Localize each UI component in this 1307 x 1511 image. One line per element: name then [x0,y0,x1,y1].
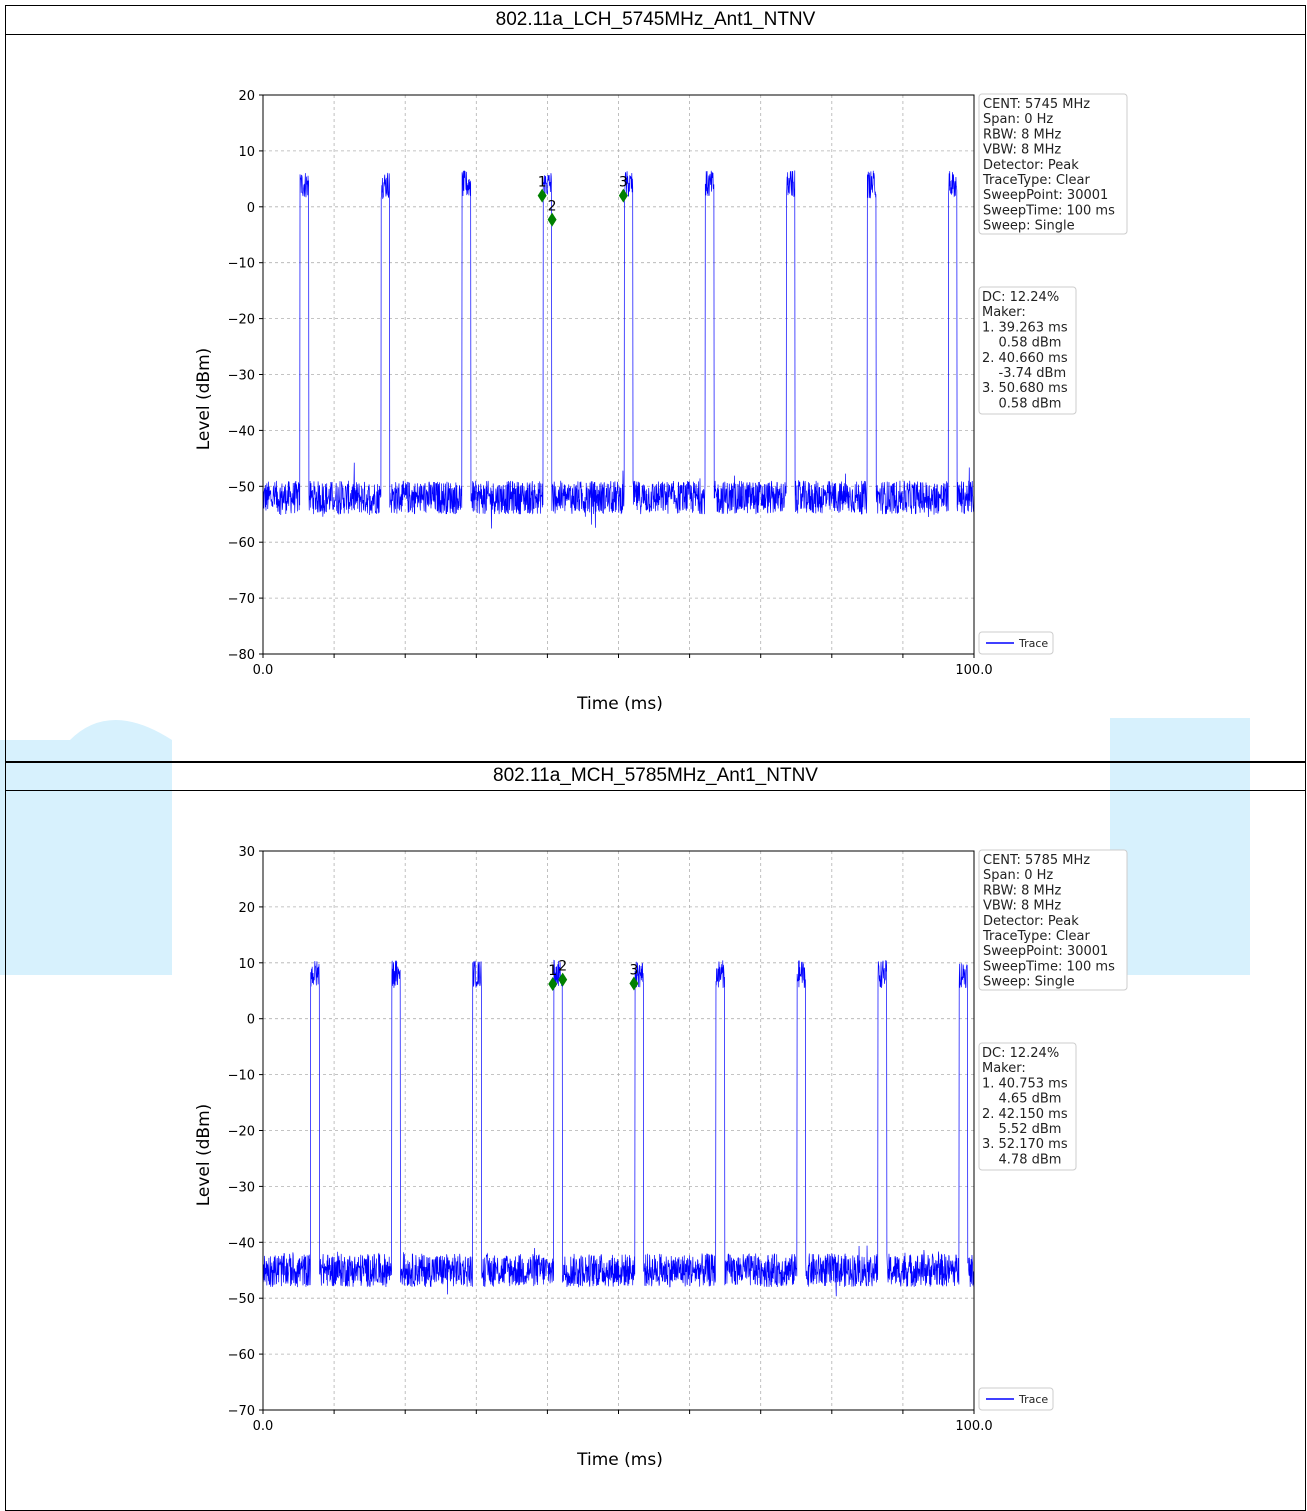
results-line: 2. 40.660 ms [982,350,1068,366]
chart-title-2: 802.11a_MCH_5785MHz_Ant1_NTNV [6,762,1305,791]
settings-line: Span: 0 Hz [983,112,1054,128]
results-line: 1. 39.263 ms [982,320,1068,336]
x-tick-label: 0.0 [252,663,274,678]
y-tick-label: −30 [227,1180,255,1196]
results-line: 1. 40.753 ms [982,1076,1068,1092]
y-tick-label: −40 [227,424,255,440]
y-tick-label: 10 [238,144,255,160]
y-tick-label: 0 [246,1012,255,1028]
results-box-1 [979,287,1076,414]
settings-line: Detector: Peak [983,157,1079,173]
y-tick-label: −20 [227,1124,255,1140]
y-tick-label: −70 [227,1404,255,1419]
settings-line: TraceType: Clear [983,929,1090,944]
grid-2 [263,851,974,1410]
marker-label-2: 2 [547,198,557,215]
settings-line: RBW: 8 MHz [983,127,1062,143]
chart-panel-2 [5,761,1306,1511]
marker-label-3: 3 [629,962,639,979]
settings-box-1 [979,94,1127,234]
y-tick-label: −50 [227,1292,255,1308]
results-line: 4.65 dBm [982,1091,1062,1107]
legend-label-2: Trace [1019,1393,1049,1406]
y-tick-label: −10 [227,1068,255,1084]
results-line: 4.78 dBm [982,1152,1062,1168]
settings-line: TraceType: Clear [983,173,1090,188]
y-ticks-2 [228,845,263,1419]
settings-line: SweepTime: 100 ms [983,959,1115,975]
marker-label-1: 1 [548,963,558,980]
results-line: 0.58 dBm [982,335,1062,351]
y-tick-label: −30 [227,368,255,384]
results-line: Maker: [982,1061,1026,1077]
y-ticks-1 [228,89,263,663]
y-tick-label: −80 [227,648,255,663]
y-tick-label: 30 [238,845,255,860]
legend-1 [979,632,1053,654]
settings-line: CENT: 5745 MHz [983,97,1091,112]
results-box-2 [979,1043,1076,1170]
chart-title-1: 802.11a_LCH_5745MHz_Ant1_NTNV [6,6,1305,35]
results-line: DC: 12.24% [982,1046,1060,1061]
results-line: 0.58 dBm [982,396,1062,412]
marker-label-3: 3 [618,174,628,191]
settings-line: Span: 0 Hz [983,868,1054,884]
x-axis-label-2: Time (ms) [577,1450,663,1470]
settings-line: Detector: Peak [983,913,1079,929]
y-tick-label: −40 [227,1236,255,1252]
y-tick-label: 10 [238,956,255,972]
legend-label-1: Trace [1019,637,1049,650]
results-line: 3. 52.170 ms [982,1137,1068,1153]
settings-line: Sweep: Single [983,218,1075,234]
y-axis-label-2: Level (dBm) [194,1103,214,1207]
y-tick-label: −70 [227,592,255,608]
x-ticks-2 [253,1410,993,1434]
results-line: 5.52 dBm [982,1122,1062,1137]
settings-line: VBW: 8 MHz [983,142,1062,158]
settings-line: CENT: 5785 MHz [983,853,1091,868]
chart-2 [6,792,1305,1510]
marker-label-1: 1 [537,174,547,191]
results-line: 3. 50.680 ms [982,381,1068,397]
y-tick-label: −50 [227,480,255,496]
x-tick-label: 100.0 [955,663,993,678]
x-ticks-1 [253,654,993,678]
results-line: -3.74 dBm [982,366,1067,381]
results-line: DC: 12.24% [982,290,1060,305]
y-tick-label: −10 [227,256,255,272]
x-tick-label: 100.0 [955,1419,993,1434]
y-tick-label: −60 [227,536,255,552]
y-tick-label: −20 [227,312,255,328]
y-tick-label: 20 [238,89,255,104]
y-tick-label: 20 [238,900,255,916]
settings-line: SweepPoint: 30001 [983,944,1109,960]
settings-box-2 [979,850,1127,990]
results-line: Maker: [982,305,1026,321]
marker-label-2: 2 [558,958,568,975]
settings-line: VBW: 8 MHz [983,898,1062,914]
chart-1 [6,36,1305,760]
x-axis-label-1: Time (ms) [577,694,663,714]
results-line: 2. 42.150 ms [982,1106,1068,1122]
y-tick-label: 0 [246,200,255,216]
marker-2 [548,213,557,227]
x-tick-label: 0.0 [252,1419,274,1434]
settings-line: SweepPoint: 30001 [983,188,1109,204]
y-axis-label-1: Level (dBm) [194,347,214,451]
settings-line: Sweep: Single [983,974,1075,990]
y-tick-label: −60 [227,1348,255,1364]
settings-line: RBW: 8 MHz [983,883,1062,899]
chart-panel-1 [5,5,1306,763]
legend-2 [979,1388,1053,1410]
markers-2 [548,959,638,991]
settings-line: SweepTime: 100 ms [983,203,1115,219]
